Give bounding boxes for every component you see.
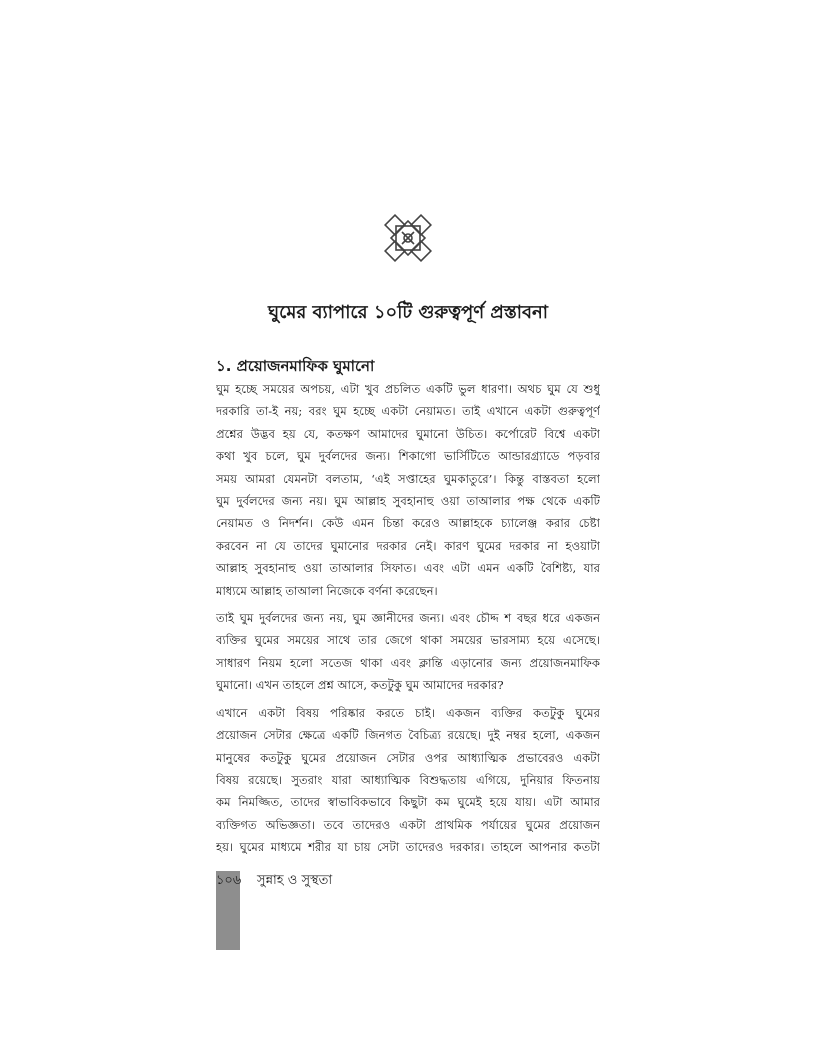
text-line: ঘুম দুর্বলদের জন্য নয়। ঘুম আল্লাহ সুবহানাহু ওয়া তাআলার পক্ষ থেকে একটি	[216, 494, 600, 509]
text-line: মাধ্যমে আল্লাহ তাআলা নিজেকে বর্ণনা করেছেন।	[216, 583, 438, 598]
text-line: হয়। ঘুমের মাধ্যমে শরীর যা চায় সেটা তাদেরও দরকার। তাহলে আপনার কতটা	[216, 840, 600, 855]
page-number: ১০৬	[216, 873, 242, 888]
text-line: ব্যক্তিগত অভিজ্ঞতা। তবে তাদেরও একটা প্রাথমিক পর্যায়ের ঘুমের প্রয়োজন	[216, 817, 600, 832]
text-line: প্রয়োজন সেটার ক্ষেত্রে একটি জিনগত বৈচিত্র্য রয়েছে। দুই নম্বর হলো, একজন	[216, 728, 600, 743]
body-text	[216, 378, 600, 864]
paragraph	[216, 607, 600, 697]
chapter-title: ঘুমের ব্যাপারে ১০টি গুরুত্বপূর্ণ প্রস্তাবনা	[268, 302, 548, 323]
paragraph	[216, 702, 600, 859]
text-line: তাই ঘুম দুর্বলদের জন্য নয়, ঘুম জ্ঞানীদের জন্য। এবং চৌদ্দ শ বছর ধরে একজন	[216, 611, 600, 626]
rosette-ornament-icon	[384, 214, 432, 262]
text-line: ব্যক্তির ঘুমের সময়ের সাথে তার জেগে থাকা সময়ের ভারসাম্য হয়ে এসেছে।	[216, 633, 600, 648]
text-line: সাধারণ নিয়ম হলো সতেজ থাকা এবং ক্লান্তি এড়ানোর জন্য প্রয়োজনমাফিক	[216, 655, 600, 670]
text-line: এখানে একটা বিষয় পরিষ্কার করতে চাই। একজন ব্যক্তির কতটুকু ঘুমের	[216, 705, 600, 720]
text-line: আল্লাহ সুবহানাহু ওয়া তাআলার সিফাত। এবং এটা এমন একটি বৈশিষ্ট্য, যার	[216, 561, 600, 576]
text-line: ঘুম হচ্ছে সময়ের অপচয়, এটা খুব প্রচলিত একটি ভুল ধারণা। অথচ ঘুম যে শুধু	[216, 382, 600, 396]
text-line: মানুষের কতটুকু ঘুমের প্রয়োজন সেটার ওপর আধ্যাত্মিক প্রভাবেরও একটা	[216, 750, 600, 765]
text-line: বিষয় রয়েছে। সুতরাং যারা আধ্যাত্মিক বিশুদ্ধতায় এগিয়ে, দুনিয়ার ফিতনায়	[216, 772, 600, 787]
text-line: সময় আমরা যেমনটা বলতাম, ‘এই সপ্তাহের ঘুমকাতুরে’। কিন্তু বাস্তবতা হলো	[216, 471, 600, 486]
text-line: দরকারি তা-ই নয়; বরং ঘুম হচ্ছে একটা নেয়ামত। তাই এখানে একটা গুরুত্বপূর্ণ	[216, 404, 600, 419]
running-footer-title: সুন্নাহ ও সুস্থতা	[257, 873, 333, 888]
text-line: কম নিমজ্জিত, তাদের স্বাভাবিকভাবে কিছুটা কম ঘুমেই হয়ে যায়। এটা আমার	[216, 795, 600, 810]
text-line: কথা খুব চলে, ঘুম দুর্বলদের জন্য। শিকাগো ভার্সিটিতে আন্ডারগ্র্যাডে পড়বার	[216, 449, 600, 464]
text-line: করবেন না যে তাদের ঘুমানোর দরকার নেই। কারণ ঘুমের দরকার না হওয়াটা	[216, 538, 600, 553]
text-line: ঘুমানো। এখন তাহলে প্রশ্ন আসে, কতটুকু ঘুম আমাদের দরকার?	[216, 678, 504, 693]
text-line: প্রশ্নের উদ্ভব হয় যে, কতক্ষণ আমাদের ঘুমানো উচিত। কর্পোরেট বিশ্বে একটা	[216, 426, 600, 441]
section-heading: ১. প্রয়োজনমাফিক ঘুমানো	[216, 357, 375, 375]
text-line: নেয়ামত ও নিদর্শন। কেউ এমন চিন্তা করেও আল্লাহকে চ্যালেঞ্জ করার চেষ্টা	[216, 516, 600, 531]
paragraph	[216, 378, 600, 602]
